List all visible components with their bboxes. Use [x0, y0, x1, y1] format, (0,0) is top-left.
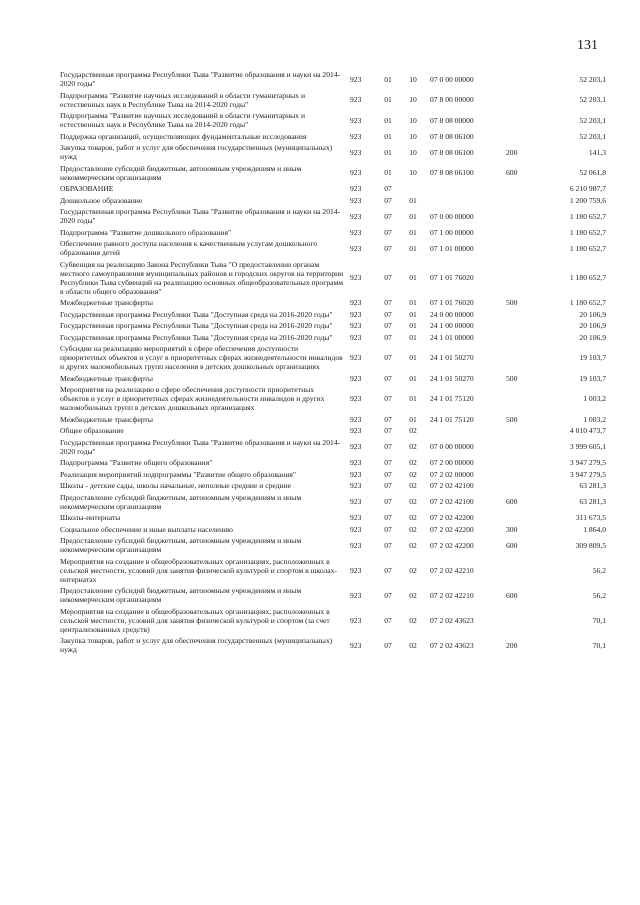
row-name: Общее образование: [60, 426, 124, 435]
row-name: Подпрограмма "Развитие общего образования": [60, 458, 213, 467]
table-row: [60, 69, 606, 90]
row-amount: 56,2: [592, 590, 606, 600]
row-ministry-code: 923: [350, 590, 362, 600]
row-amount: 141,3: [588, 147, 606, 157]
row-name: Подпрограмма "Развитие научных исследований в области гуманитарных и естественных наук в Республике Тыва на 2014-2020 годы": [60, 90, 306, 109]
row-target-article: 24 1 01 00000: [430, 332, 474, 342]
row-expense-type: [506, 206, 534, 227]
row-subsection-code: 02: [409, 640, 417, 650]
row-section-code: 07: [384, 458, 392, 467]
row-expense-type: [506, 343, 534, 373]
row-amount: 3 999 605,1: [569, 442, 606, 451]
table-row: [60, 492, 606, 513]
row-amount: 1 003,2: [583, 414, 606, 424]
row-amount: 70,1: [592, 615, 606, 625]
row-subsection-code: 01: [409, 332, 417, 342]
row-name: Межбюджетные трансферты: [60, 298, 153, 307]
table-row: [60, 142, 606, 163]
row-amount: 19 103,7: [579, 353, 606, 362]
row-target-article: 07 8 00 00000: [430, 95, 474, 104]
row-section-code: 07: [384, 590, 392, 600]
table-row: [60, 457, 606, 469]
row-expense-type: 600: [506, 168, 518, 177]
row-expense-type: [506, 69, 534, 90]
row-ministry-code: 923: [350, 640, 362, 650]
row-ministry-code: 923: [350, 524, 362, 534]
table-row: [60, 469, 606, 481]
row-amount: 1 180 652,7: [569, 273, 606, 282]
row-target-article: 07 1 00 00000: [430, 227, 474, 237]
row-target-article: 24 0 00 00000: [430, 309, 474, 319]
row-ministry-code: 923: [350, 426, 362, 435]
table-row: [60, 238, 606, 259]
row-amount: 1 180 652,7: [569, 243, 606, 253]
row-name: Мероприятия на реализацию в сфере обеспечения доступности приоритетных объектов и услуг в приоритетных сферах жизнедеятельности инвалидов и других маломобильных групп в детских дошкольных организациях: [60, 385, 325, 412]
row-amount: 3 947 279,5: [569, 458, 606, 467]
row-amount: 4 010 473,7: [569, 426, 606, 435]
row-ministry-code: 923: [350, 513, 362, 522]
row-expense-type: [506, 259, 534, 298]
row-expense-type: [506, 480, 534, 492]
row-expense-type: [506, 195, 534, 207]
row-name: Государственная программа Республики Тыва "Развитие образования и науки на 2014-2020 годы": [60, 437, 341, 456]
row-expense-type: [506, 131, 534, 143]
row-expense-type: [506, 110, 534, 131]
row-target-article: 07 2 02 42210: [430, 565, 474, 575]
row-expense-type: 500: [506, 414, 518, 424]
row-amount: 52 061,8: [579, 168, 606, 177]
row-section-code: 07: [384, 309, 392, 319]
table-row: [60, 320, 606, 332]
row-target-article: 07 2 02 43623: [430, 640, 474, 650]
table-row: [60, 414, 606, 426]
row-target-article: 07 2 02 42200: [430, 513, 474, 522]
row-subsection-code: 02: [409, 426, 417, 435]
row-target-article: 07 2 02 42200: [430, 540, 474, 550]
row-amount: 1 200 759,6: [569, 195, 606, 205]
row-section-code: 07: [384, 353, 392, 362]
table-row: [60, 259, 606, 298]
row-section-code: 07: [384, 414, 392, 424]
row-ministry-code: 923: [350, 442, 362, 451]
row-target-article: [424, 195, 506, 207]
table-row: [60, 373, 606, 385]
row-expense-type: [506, 183, 534, 195]
row-ministry-code: 923: [350, 147, 362, 157]
row-subsection-code: 02: [409, 513, 417, 522]
row-target-article: 07 2 02 00000: [430, 469, 474, 479]
budget-table: [60, 69, 606, 656]
row-target-article: 07 0 00 00000: [430, 74, 474, 84]
row-expense-type: [506, 227, 534, 239]
row-subsection-code: 10: [409, 168, 417, 177]
table-row: [60, 90, 606, 111]
row-name: Дошкольное образование: [60, 195, 143, 205]
row-section-code: 07: [384, 243, 392, 253]
row-ministry-code: 923: [350, 184, 362, 193]
table-row: [60, 480, 606, 492]
row-ministry-code: 923: [350, 227, 362, 237]
table-row: [60, 343, 606, 373]
table-row: [60, 309, 606, 321]
table-row: [60, 535, 606, 556]
row-name: Предоставление субсидий бюджетным, автономным учреждениям и иным некоммерческим организациям: [60, 492, 302, 511]
row-name: Государственная программа Республики Тыва "Доступная среда на 2016-2020 годы": [60, 332, 333, 342]
row-amount: 1 180 652,7: [569, 298, 606, 307]
table-row: [60, 206, 606, 227]
row-expense-type: 200: [506, 147, 518, 157]
table-row: [60, 131, 606, 143]
row-ministry-code: 923: [350, 497, 362, 506]
row-target-article: 07 8 08 00000: [430, 115, 474, 125]
row-amount: 52 203,1: [579, 115, 606, 125]
row-section-code: 07: [384, 513, 392, 522]
table-row: [60, 606, 606, 636]
row-subsection-code: 01: [409, 373, 417, 383]
row-name: Государственная программа Республики Тыва "Доступная среда на 2016-2020 годы": [60, 309, 333, 319]
row-expense-type: [506, 425, 534, 437]
row-ministry-code: 923: [350, 95, 362, 104]
row-subsection-code: 01: [409, 243, 417, 253]
row-target-article: 07 8 08 06100: [430, 131, 474, 141]
table-row: [60, 437, 606, 458]
row-target-article: 24 1 00 00000: [430, 321, 474, 330]
row-subsection-code: 01: [409, 227, 417, 237]
row-ministry-code: 923: [350, 321, 362, 330]
row-target-article: 07 2 02 42100: [430, 497, 474, 506]
table-row: [60, 524, 606, 536]
row-name: Мероприятия на создание в общеобразовательных организациях, расположенных в сельской местности, условий для занятия физической культурой и спортом в школах-интернатах: [60, 556, 338, 584]
row-ministry-code: 923: [350, 565, 362, 575]
row-amount: 52 203,1: [579, 95, 606, 104]
row-section-code: 07: [384, 184, 392, 193]
row-name: Государственная программа Республики Тыва "Развитие образования и науки на 2014-2020 годы": [60, 70, 341, 88]
row-subsection-code: 02: [409, 469, 417, 479]
row-name: Социальное обеспечение и иные выплаты населению: [60, 524, 233, 534]
row-section-code: 07: [384, 394, 392, 403]
row-amount: 20 106,9: [579, 309, 606, 319]
row-ministry-code: 923: [350, 353, 362, 362]
row-target-article: 07 2 02 42200: [430, 524, 474, 534]
row-amount: 1 864,0: [583, 524, 606, 534]
row-section-code: 07: [384, 442, 392, 451]
row-name: Подпрограмма "Развитие дошкольного образования": [60, 227, 232, 237]
row-name: Реализация мероприятий подпрограммы "Развитие общего образования": [60, 469, 297, 479]
table-row: [60, 183, 606, 195]
row-section-code: 07: [384, 565, 392, 575]
row-amount: 52 203,1: [579, 74, 606, 84]
row-subsection-code: 02: [409, 565, 417, 575]
row-section-code: 07: [384, 321, 392, 330]
row-amount: 52 203,1: [579, 131, 606, 141]
row-section-code: 07: [384, 497, 392, 506]
row-name: Мероприятия на создание в общеобразовательных организациях, расположенных в сельской местности, условий для занятия физической культурой и спортом (за счет централизованных средств): [60, 606, 330, 634]
row-section-code: 07: [384, 640, 392, 650]
row-section-code: 07: [384, 540, 392, 550]
row-target-article: 07 2 02 42100: [430, 481, 474, 490]
row-subsection-code: 02: [409, 540, 417, 550]
row-expense-type: [506, 606, 534, 636]
row-name: Межбюджетные трансферты: [60, 414, 153, 424]
row-subsection-code: 10: [409, 115, 417, 125]
row-target-article: 07 1 01 76020: [430, 298, 474, 307]
row-amount: 1 003,2: [583, 394, 606, 403]
row-subsection-code: 01: [409, 298, 417, 307]
row-name: Государственная программа Республики Тыва "Развитие образования и науки на 2014-2020 годы": [60, 207, 341, 225]
row-section-code: 07: [384, 469, 392, 479]
row-ministry-code: 923: [350, 273, 362, 282]
row-ministry-code: 923: [350, 481, 362, 490]
row-ministry-code: 923: [350, 540, 362, 550]
row-subsection-code: 02: [409, 590, 417, 600]
row-section-code: 07: [384, 481, 392, 490]
row-ministry-code: 923: [350, 195, 362, 205]
row-section-code: 07: [384, 615, 392, 625]
row-section-code: 07: [384, 227, 392, 237]
row-subsection-code: 01: [409, 273, 417, 282]
row-subsection-code: 02: [409, 458, 417, 467]
table-row: [60, 297, 606, 309]
row-ministry-code: 923: [350, 168, 362, 177]
row-expense-type: [506, 238, 534, 259]
row-subsection-code: 01: [409, 394, 417, 403]
row-name: Предоставление субсидий бюджетным, автономным учреждениям и иным некоммерческим организациям: [60, 163, 302, 182]
row-ministry-code: 923: [350, 414, 362, 424]
row-expense-type: 200: [506, 640, 518, 650]
row-ministry-code: 923: [350, 243, 362, 253]
row-name: Школы-интернаты: [60, 513, 121, 522]
row-name: Субвенция на реализацию Закона Республики Тыва "О предоставлении органам местного самоуправления муниципальных районов и городских округов на территории Республики Тыва субвенций на реализацию основных общеобразовательных программ в области общего образования": [60, 259, 344, 296]
row-subsection-code: 01: [409, 195, 417, 205]
row-section-code: 07: [384, 426, 392, 435]
row-name: Школы - детские сады, школы начальные, неполные средние и средние: [60, 481, 292, 490]
row-ministry-code: 923: [350, 211, 362, 221]
row-subsection-code: 10: [409, 131, 417, 141]
row-ministry-code: 923: [350, 373, 362, 383]
row-amount: 309 809,5: [575, 540, 606, 550]
row-expense-type: [506, 457, 534, 469]
row-section-code: 01: [384, 115, 392, 125]
table-row: [60, 556, 606, 586]
row-target-article: 07 2 02 43623: [430, 615, 474, 625]
row-target-article: 24 1 01 75120: [430, 394, 474, 403]
row-expense-type: [506, 309, 534, 321]
row-expense-type: 600: [506, 540, 518, 550]
row-expense-type: 500: [506, 298, 518, 307]
row-name: Предоставление субсидий бюджетным, автономным учреждениям и иным некоммерческим организациям: [60, 586, 302, 604]
row-amount: 1 180 652,7: [569, 211, 606, 221]
row-target-article: 07 2 00 00000: [430, 458, 474, 467]
table-row: [60, 585, 606, 606]
row-ministry-code: 923: [350, 458, 362, 467]
table-row: [60, 195, 606, 207]
page-number: 131: [577, 38, 598, 53]
table-row: [60, 332, 606, 344]
row-target-article: 07 8 08 06100: [430, 168, 474, 177]
row-subsection-code: 10: [409, 147, 417, 157]
row-ministry-code: 923: [350, 469, 362, 479]
row-subsection-code: 10: [409, 74, 417, 84]
row-subsection-code: 02: [409, 524, 417, 534]
row-expense-type: [506, 512, 534, 524]
row-name: Государственная программа Республики Тыва "Доступная среда на 2016-2020 годы": [60, 321, 333, 330]
row-amount: 311 673,5: [575, 513, 606, 522]
row-amount: 20 106,9: [579, 332, 606, 342]
row-name: Поддержка организаций, осуществляющих фундаментальные исследования: [60, 131, 307, 141]
row-name: Закупка товаров, работ и услуг для обеспечения государственных (муниципальных) нужд: [60, 143, 333, 161]
row-name: Обеспечение равного доступа населения к качественным услугам дошкольного образования детей: [60, 239, 318, 257]
row-section-code: 07: [384, 273, 392, 282]
row-ministry-code: 923: [350, 115, 362, 125]
row-ministry-code: 923: [350, 615, 362, 625]
row-target-article: 07 1 01 76020: [430, 273, 474, 282]
row-target-article: 07 2 02 42210: [430, 590, 474, 600]
row-name: Субсидии на реализацию мероприятий в сфере обеспечения доступности приоритетных объектов и услуг в приоритетных сферах жизнедеятельности инвалидов и других маломобильных групп населения в детских дошкольных организациях: [60, 344, 343, 371]
row-target-article: 24 1 01 50270: [430, 373, 474, 383]
row-amount: 63 281,3: [579, 497, 606, 506]
row-section-code: 01: [384, 168, 392, 177]
row-target-article: 07 0 00 00000: [430, 442, 474, 451]
table-body: [60, 69, 606, 656]
row-subsection-code: 02: [409, 497, 417, 506]
row-section-code: 07: [384, 298, 392, 307]
row-expense-type: 500: [506, 373, 518, 383]
row-expense-type: [506, 437, 534, 458]
row-subsection-code: 10: [409, 95, 417, 104]
row-section-code: 01: [384, 147, 392, 157]
row-amount: 56,2: [592, 565, 606, 575]
row-ministry-code: 923: [350, 309, 362, 319]
row-subsection-code: 02: [409, 481, 417, 490]
row-target-article: 07 8 08 06100: [430, 147, 474, 157]
row-expense-type: [506, 556, 534, 586]
row-expense-type: [506, 384, 534, 414]
row-target-article: 24 1 01 75120: [430, 414, 474, 424]
row-subsection-code: 01: [409, 414, 417, 424]
row-subsection-code: 01: [409, 309, 417, 319]
row-amount: 20 106,9: [579, 321, 606, 330]
row-target-article: 07 1 01 00000: [430, 243, 474, 253]
row-name: Закупка товаров, работ и услуг для обеспечения государственных (муниципальных) нужд: [60, 636, 333, 654]
row-target-article: [424, 183, 506, 195]
row-subsection-code: 01: [409, 321, 417, 330]
row-amount: 19 103,7: [579, 373, 606, 383]
row-section-code: 07: [384, 195, 392, 205]
row-amount: 70,1: [592, 640, 606, 650]
table-row: [60, 227, 606, 239]
row-name: ОБРАЗОВАНИЕ: [60, 184, 114, 193]
row-amount: 63 281,3: [579, 481, 606, 490]
row-expense-type: 300: [506, 524, 518, 534]
row-ministry-code: 923: [350, 131, 362, 141]
row-section-code: 01: [384, 131, 392, 141]
row-ministry-code: 923: [350, 74, 362, 84]
row-target-article: 24 1 01 50270: [430, 353, 474, 362]
table-row: [60, 635, 606, 656]
table-row: [60, 110, 606, 131]
row-name: Предоставление субсидий бюджетным, автономным учреждениям и иным некоммерческим организациям: [60, 536, 302, 554]
row-section-code: 07: [384, 332, 392, 342]
row-amount: 1 180 652,7: [569, 227, 606, 237]
row-amount: 6 210 987,7: [569, 184, 606, 193]
row-ministry-code: 923: [350, 332, 362, 342]
row-ministry-code: 923: [350, 394, 362, 403]
row-subsection-code: 02: [409, 442, 417, 451]
row-subsection-code: [402, 183, 424, 195]
row-subsection-code: 01: [409, 353, 417, 362]
row-section-code: 07: [384, 524, 392, 534]
row-target-article: 07 0 00 00000: [430, 211, 474, 221]
row-expense-type: [506, 469, 534, 481]
row-ministry-code: 923: [350, 298, 362, 307]
row-section-code: 07: [384, 211, 392, 221]
row-subsection-code: 01: [409, 211, 417, 221]
row-section-code: 01: [384, 95, 392, 104]
row-expense-type: [506, 332, 534, 344]
row-expense-type: [506, 90, 534, 111]
row-section-code: 07: [384, 373, 392, 383]
row-name: Межбюджетные трансферты: [60, 373, 153, 383]
row-subsection-code: 02: [409, 615, 417, 625]
table-row: [60, 512, 606, 524]
row-expense-type: 600: [506, 497, 518, 506]
row-name: Подпрограмма "Развитие научных исследований в области гуманитарных и естественных наук в Республике Тыва на 2014-2020 годы": [60, 111, 306, 129]
table-row: [60, 163, 606, 184]
table-row: [60, 425, 606, 437]
row-section-code: 01: [384, 74, 392, 84]
row-target-article: [424, 425, 506, 437]
table-row: [60, 384, 606, 414]
row-amount: 3 947 279,5: [569, 469, 606, 479]
row-expense-type: [506, 320, 534, 332]
row-expense-type: 600: [506, 590, 518, 600]
